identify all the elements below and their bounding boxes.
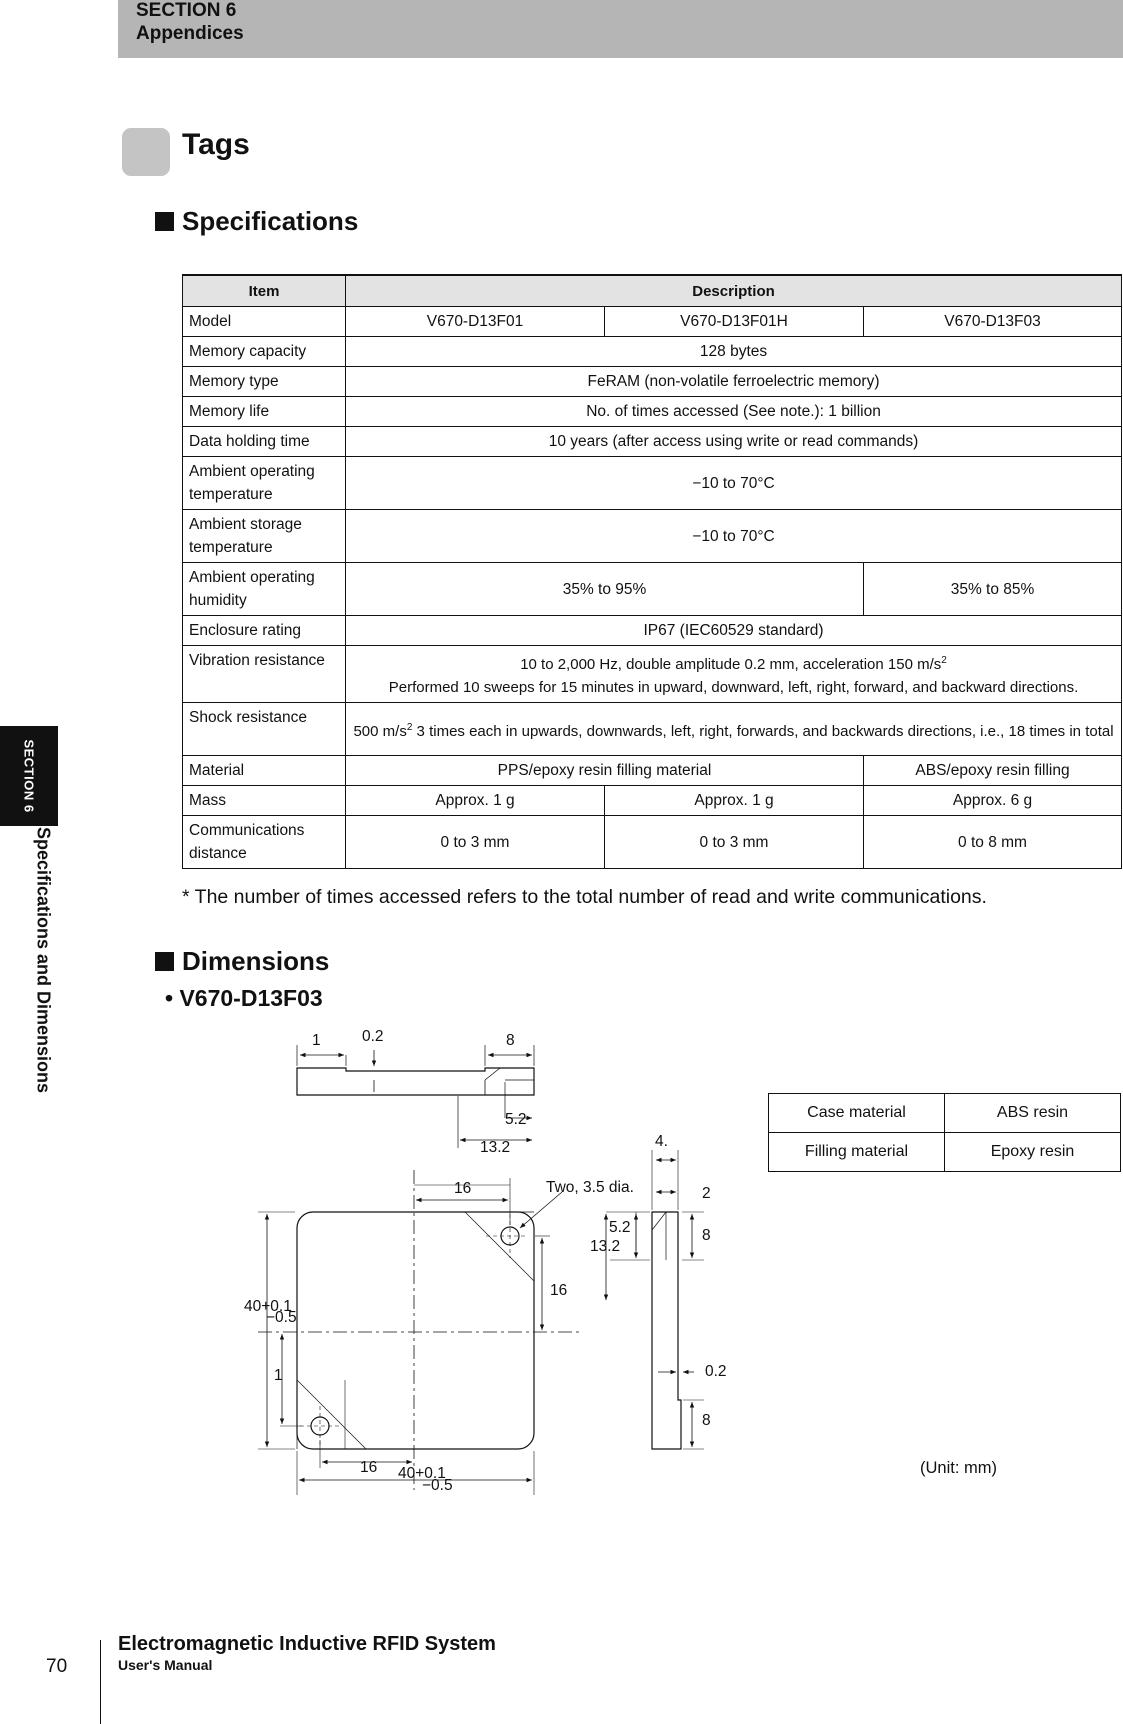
header-item: Item (183, 275, 346, 307)
dim-label: 1 (312, 1032, 321, 1049)
footer-subtitle: User's Manual (118, 1657, 213, 1673)
row-label: Communications distance (183, 816, 346, 869)
bullet-icon: • (165, 985, 180, 1011)
front-view-outline (297, 1212, 534, 1449)
shock-b: 3 times each in upwards, downwards, left, right, forwards, and backwards directions, i.e., 18 times in total (412, 722, 1114, 740)
materials-table (768, 1093, 1121, 1172)
row-value: −10 to 70°C (346, 510, 1122, 563)
mass-v1: Approx. 1 g (346, 786, 605, 816)
material-label: Filling material (769, 1133, 945, 1172)
dim-label: 40+0.1 (398, 1465, 446, 1482)
row-label: Vibration resistance (183, 646, 346, 703)
dim-label: 0.2 (705, 1363, 727, 1380)
dim-label: 2 (702, 1185, 711, 1202)
side-view-chamfer (652, 1212, 666, 1260)
row-label: Model (183, 307, 346, 337)
dim-label: 5.2 (505, 1111, 527, 1128)
header-description: Description (346, 275, 1122, 307)
section-name: Appendices (136, 23, 244, 44)
superscript: 2 (406, 721, 413, 733)
table-row (769, 1094, 1121, 1133)
top-view-outline (297, 1068, 534, 1095)
row-label: Enclosure rating (183, 616, 346, 646)
material-value: ABS resin (945, 1094, 1121, 1133)
row-value: ABS/epoxy resin filling (864, 756, 1122, 786)
row-label: Ambient operating humidity (183, 563, 346, 616)
dimensions-heading-text: Dimensions (182, 946, 330, 976)
shock-a: 500 m/s (353, 722, 407, 740)
front-view-chamfer-bottom (297, 1380, 366, 1449)
model-v1: V670-D13F01 (346, 307, 605, 337)
dim-label: −0.5 (266, 1309, 297, 1326)
comm-v3: 0 to 8 mm (864, 816, 1122, 869)
unit-label: (Unit: mm) (920, 1459, 997, 1477)
row-value: −10 to 70°C (346, 457, 1122, 510)
superscript: 2 (941, 655, 947, 666)
material-label: Case material (769, 1094, 945, 1133)
row-label: Mass (183, 786, 346, 816)
row-value: 35% to 85% (864, 563, 1122, 616)
model-v2: V670-D13F01H (605, 307, 864, 337)
row-label: Material (183, 756, 346, 786)
dim-label: 8 (702, 1412, 711, 1429)
dim-label: 40+0.1 (244, 1298, 292, 1315)
model-v3: V670-D13F03 (864, 307, 1122, 337)
dimensions-model-text: V670-D13F03 (179, 985, 323, 1011)
mass-v3: Approx. 6 g (864, 786, 1122, 816)
dim-label: 1 (274, 1367, 283, 1384)
footnote: * The number of times accessed refers to the total number of read and write communications. (182, 886, 987, 908)
page-title: Tags (182, 128, 250, 161)
row-value: IP67 (IEC60529 standard) (346, 616, 1122, 646)
page-number: 70 (46, 1656, 68, 1677)
side-view-outline (652, 1212, 681, 1449)
footer-divider (100, 1640, 101, 1724)
dim-label: 5.2 (609, 1219, 631, 1236)
vibration-line1: 10 to 2,000 Hz, double amplitude 0.2 mm, acceleration 150 m/s (520, 656, 942, 673)
row-value: 128 bytes (346, 337, 1122, 367)
row-value: 35% to 95% (346, 563, 864, 616)
row-label: Ambient operating temperature (183, 457, 346, 510)
comm-v1: 0 to 3 mm (346, 816, 605, 869)
row-label: Memory life (183, 397, 346, 427)
top-view-chamfer (485, 1068, 534, 1095)
dim-label: 0.2 (362, 1028, 384, 1045)
row-value: No. of times accessed (See note.): 1 billion (346, 397, 1122, 427)
dim-label: 16 (360, 1459, 378, 1476)
dim-label: 8 (702, 1227, 711, 1244)
side-section-tab-label: SECTION 6 (21, 739, 37, 813)
dim-label: 8 (506, 1032, 515, 1049)
row-value: PPS/epoxy resin filling material (346, 756, 864, 786)
side-section-title: Specifications and Dimensions (33, 826, 54, 1094)
row-label: Shock resistance (183, 703, 346, 756)
row-label: Data holding time (183, 427, 346, 457)
row-value: 10 years (after access using write or read commands) (346, 427, 1122, 457)
holes-label: Two, 3.5 dia. (546, 1179, 634, 1196)
vibration-line2: Performed 10 sweeps for 15 minutes in upward, downward, left, right, forward, and backward directions. (388, 679, 1079, 696)
front-view-chamfer-top (465, 1212, 534, 1281)
mounting-hole-bottom (311, 1417, 329, 1435)
row-label: Memory type (183, 367, 346, 397)
row-label: Ambient storage temperature (183, 510, 346, 563)
mass-v2: Approx. 1 g (605, 786, 864, 816)
material-value: Epoxy resin (945, 1133, 1121, 1172)
section-number: SECTION 6 (136, 0, 237, 21)
dim-label: −0.5 (422, 1477, 453, 1494)
dim-label: 16 (550, 1282, 568, 1299)
footer-title: Electromagnetic Inductive RFID System (118, 1633, 496, 1655)
comm-v2: 0 to 3 mm (605, 816, 864, 869)
table-row (769, 1133, 1121, 1172)
dim-label: 13.2 (590, 1238, 621, 1255)
dim-label: 16 (454, 1180, 472, 1197)
row-label: Memory capacity (183, 337, 346, 367)
specifications-heading-text: Specifications (182, 206, 359, 236)
row-value: FeRAM (non-volatile ferroelectric memory) (346, 367, 1122, 397)
dim-label: 13.2 (480, 1139, 511, 1156)
dim-label: 4. (655, 1133, 668, 1150)
